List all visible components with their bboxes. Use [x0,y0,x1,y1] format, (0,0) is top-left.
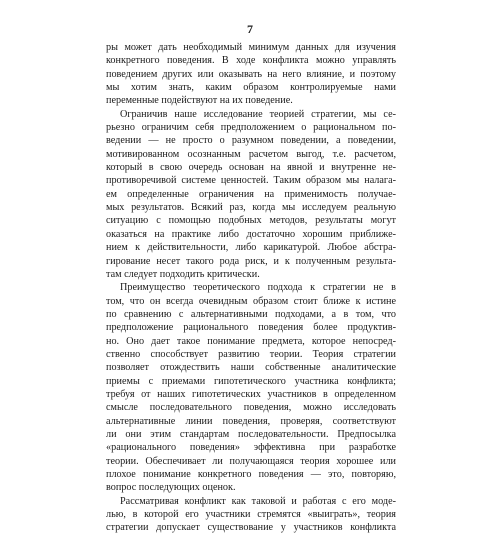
text-line: оказаться на практике либо достаточно хорошим приближе- [106,228,396,240]
text-line: рьезно ограничим себя предположением о рациональном по- [106,122,396,134]
text-line: плохое понимание конкретного поведения — это, повторяю, [106,469,396,480]
text-line: Преимущество теоретического подхода к стратегии не в [120,282,396,294]
text-line: по сравнению с альтернативными подходами, а в том, что [106,308,396,320]
text-line: Ограничив наше исследование теорией стратегии, мы се- [120,108,396,120]
text-line: альтернативные линии поведения, проверяя, соответствуют [106,415,396,427]
text-line: «рационального поведения» эффективна при разработке [106,442,396,454]
text-line: ситуацию с помощью подобных методов, результаты могут [106,215,396,227]
text-line: ем определенные ограничения на применимость получае- [106,188,396,200]
text-line: противоречивой системе ценностей. Таким образом мы налага- [106,175,396,187]
text-line: но. Оно дает такое понимание предмета, которое непосред- [106,335,396,347]
text-line: стратегии допускает существование у участников конфликта [106,522,396,534]
paragraph [106,108,396,281]
paragraph [106,41,396,108]
text-line: переменные подействуют на их поведение. [106,95,293,107]
text-line: вопрос последующих оценок. [106,482,236,494]
text-line: требуя от наших гипотетических участников в определенном [106,388,396,400]
text-line: теории. Обеспечивает ли получающаяся теория хорошее или [106,455,396,467]
text-line: предположение рационального поведения более продуктив- [106,322,396,334]
page-number: 7 [247,22,253,36]
text-line: нием к действительности, либо карикатурой. Любое абстра- [106,242,396,254]
text-line: там следует подходить критически. [106,268,260,280]
text-line: конкретного поведения. В ходе конфликта можно управлять [106,55,396,67]
text-line: который в свою очередь основан на явной и внутренне не- [106,162,396,174]
text-line: ли они этим стандартам последовательности. Предпосылка [106,428,396,440]
text-line: лью, в которой его участники стремятся «выиграть», теория [106,509,396,521]
paragraph [106,495,396,535]
text-line: мых результатов. Всякий раз, когда мы исследуем реальную [106,202,396,214]
text-line: смысле последовательного поведения, можно исследовать [106,402,396,414]
text-line: том, что он всегда очевидным образом стоит ближе к истине [106,295,396,307]
text-line: ры может дать необходимый минимум данных для изучения [106,42,396,53]
text-line: гирование несет такого рода риск, и к полученным результа- [106,255,396,267]
text-line: ственно способствует развитию теории. Теория стратегии [106,348,396,360]
body-text [106,41,396,535]
text-line: мотивированном осознанным расчетом выгод, т.е. расчетом, [106,148,396,160]
text-line: позволяет отождествить наши собственные аналитические [106,362,396,374]
text-line: ведении — не просто о разумном поведении, а поведении, [106,135,396,147]
paragraph [106,281,396,495]
text-line: мы хотим знать, каким образом контролируемые нами [106,82,396,94]
text-line: приемы с приемами гипотетического участника конфликта; [106,375,396,387]
text-line: поведением других или оказывать на него влияние, и поэтому [106,68,396,80]
text-line: Рассматривая конфликт как таковой и работая с его моде- [120,495,396,507]
